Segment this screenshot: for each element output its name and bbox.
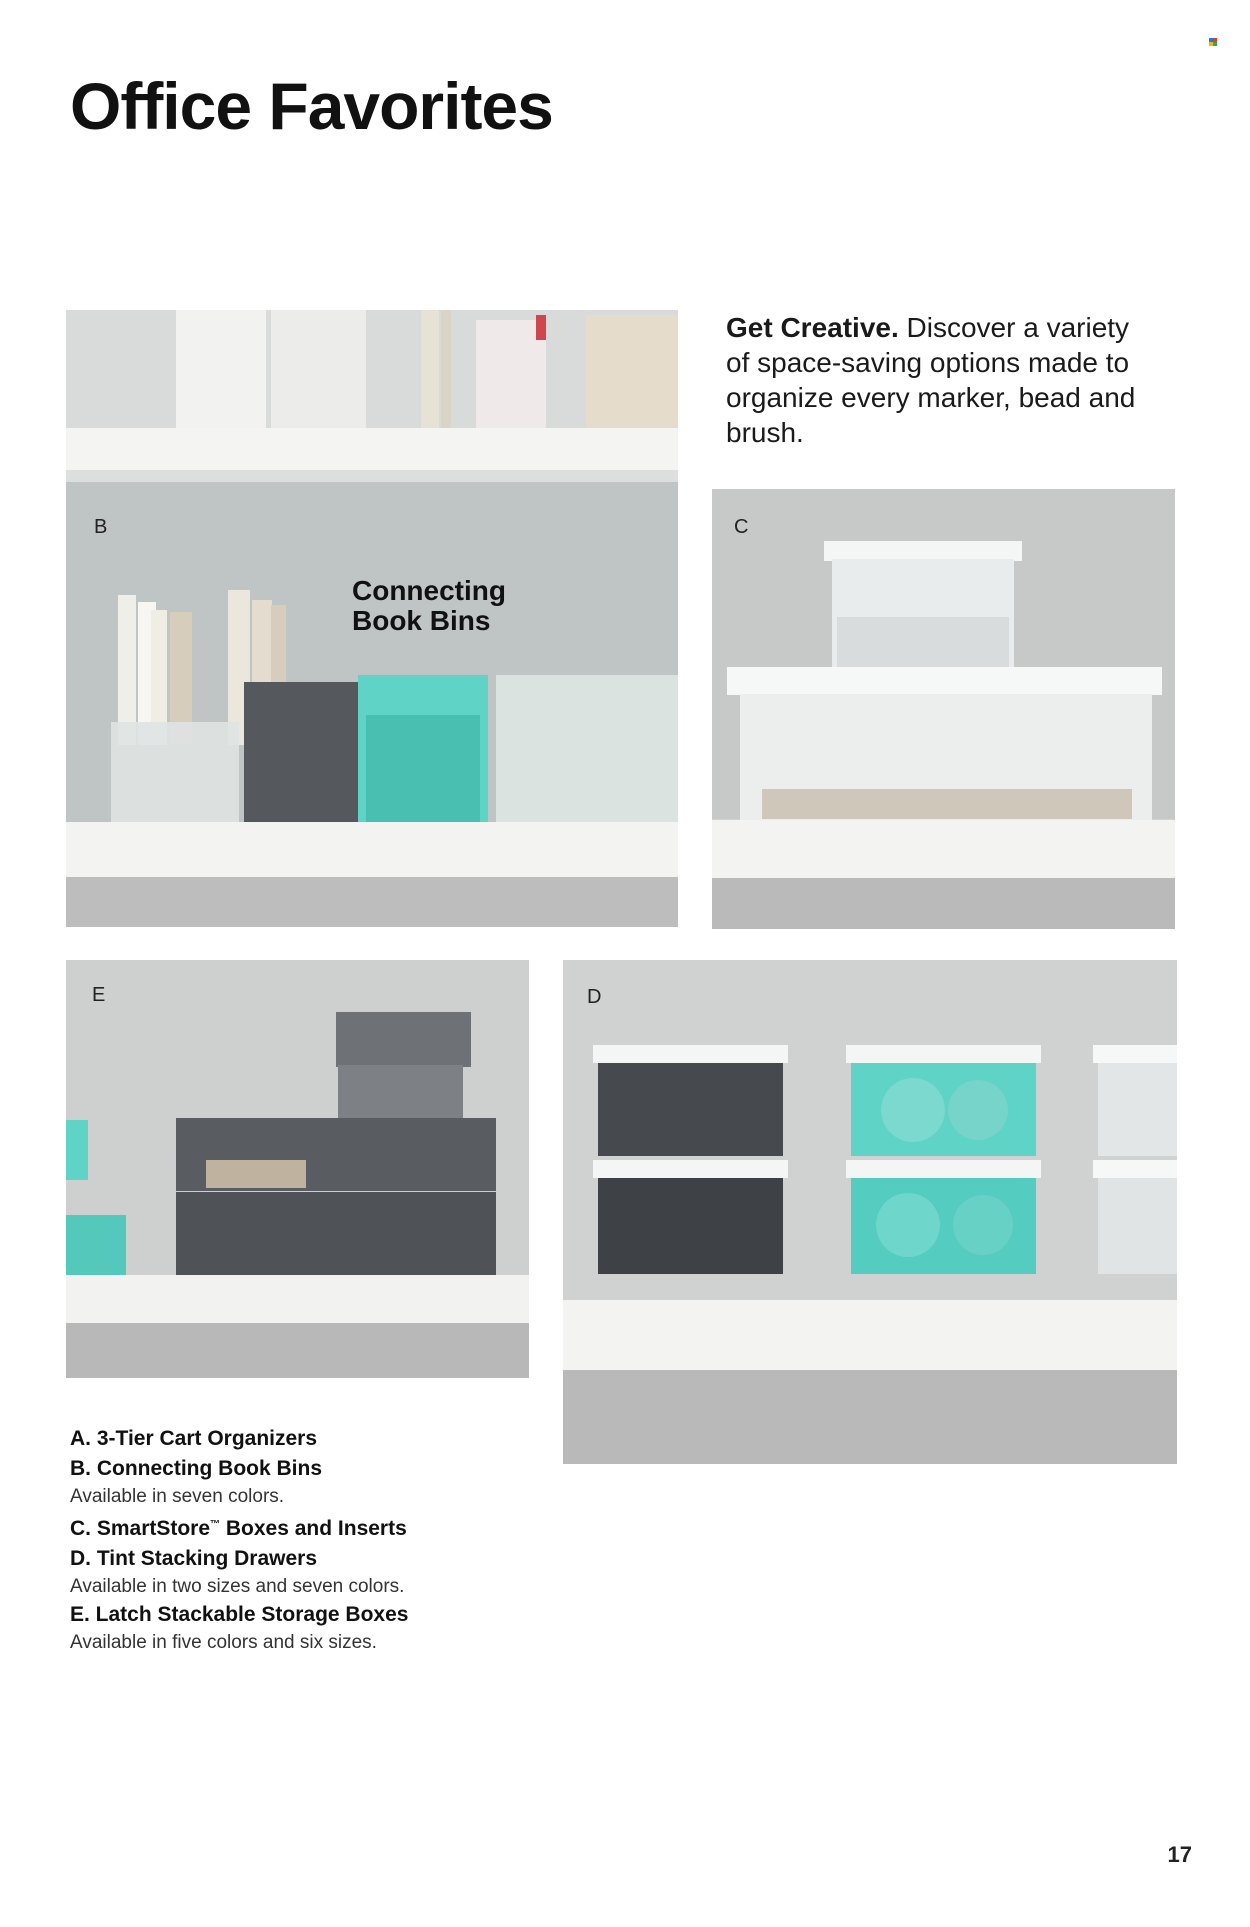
- photo-smartstore-boxes: [712, 489, 1175, 929]
- legend-item-c: [70, 1510, 630, 1544]
- product-legend: [70, 1424, 630, 1656]
- brand-mark-icon: [1209, 38, 1217, 46]
- legend-note-d: Available in two sizes and seven colors.: [70, 1576, 405, 1597]
- intro-text: [726, 310, 1146, 450]
- legend-note-b: Available in seven colors.: [70, 1486, 285, 1507]
- callout-line-2: Book Bins: [352, 605, 491, 636]
- legend-item-c-rest: Boxes and Inserts: [220, 1517, 407, 1540]
- legend-item-c-name: C. SmartStore: [70, 1517, 211, 1540]
- photo-tint-drawers: [563, 960, 1177, 1464]
- legend-note-e: Available in five colors and six sizes.: [70, 1632, 377, 1653]
- legend-item-d: D. Tint Stacking Drawers: [70, 1547, 318, 1570]
- photo-latch-boxes: [66, 960, 529, 1378]
- legend-item-a: A. 3-Tier Cart Organizers: [70, 1427, 318, 1450]
- page-number: 17: [1167, 1842, 1192, 1867]
- intro-body: Discover a variety of space-saving options made to organize every marker, bead and brush.: [726, 312, 1136, 448]
- trademark-symbol: ™: [210, 1519, 221, 1530]
- photo-label-b: B: [94, 516, 108, 538]
- legend-item-e: E. Latch Stackable Storage Boxes: [70, 1603, 409, 1626]
- photo-label-c: C: [734, 516, 749, 538]
- callout-line-1: Connecting: [352, 575, 506, 606]
- photo-callout-book-bins: [352, 576, 552, 636]
- intro-lead: Get Creative.: [726, 312, 899, 343]
- legend-item-b: B. Connecting Book Bins: [70, 1457, 322, 1480]
- photo-label-d: D: [587, 986, 602, 1008]
- page-title: Office Favorites: [70, 69, 553, 143]
- photo-label-e: E: [92, 984, 106, 1006]
